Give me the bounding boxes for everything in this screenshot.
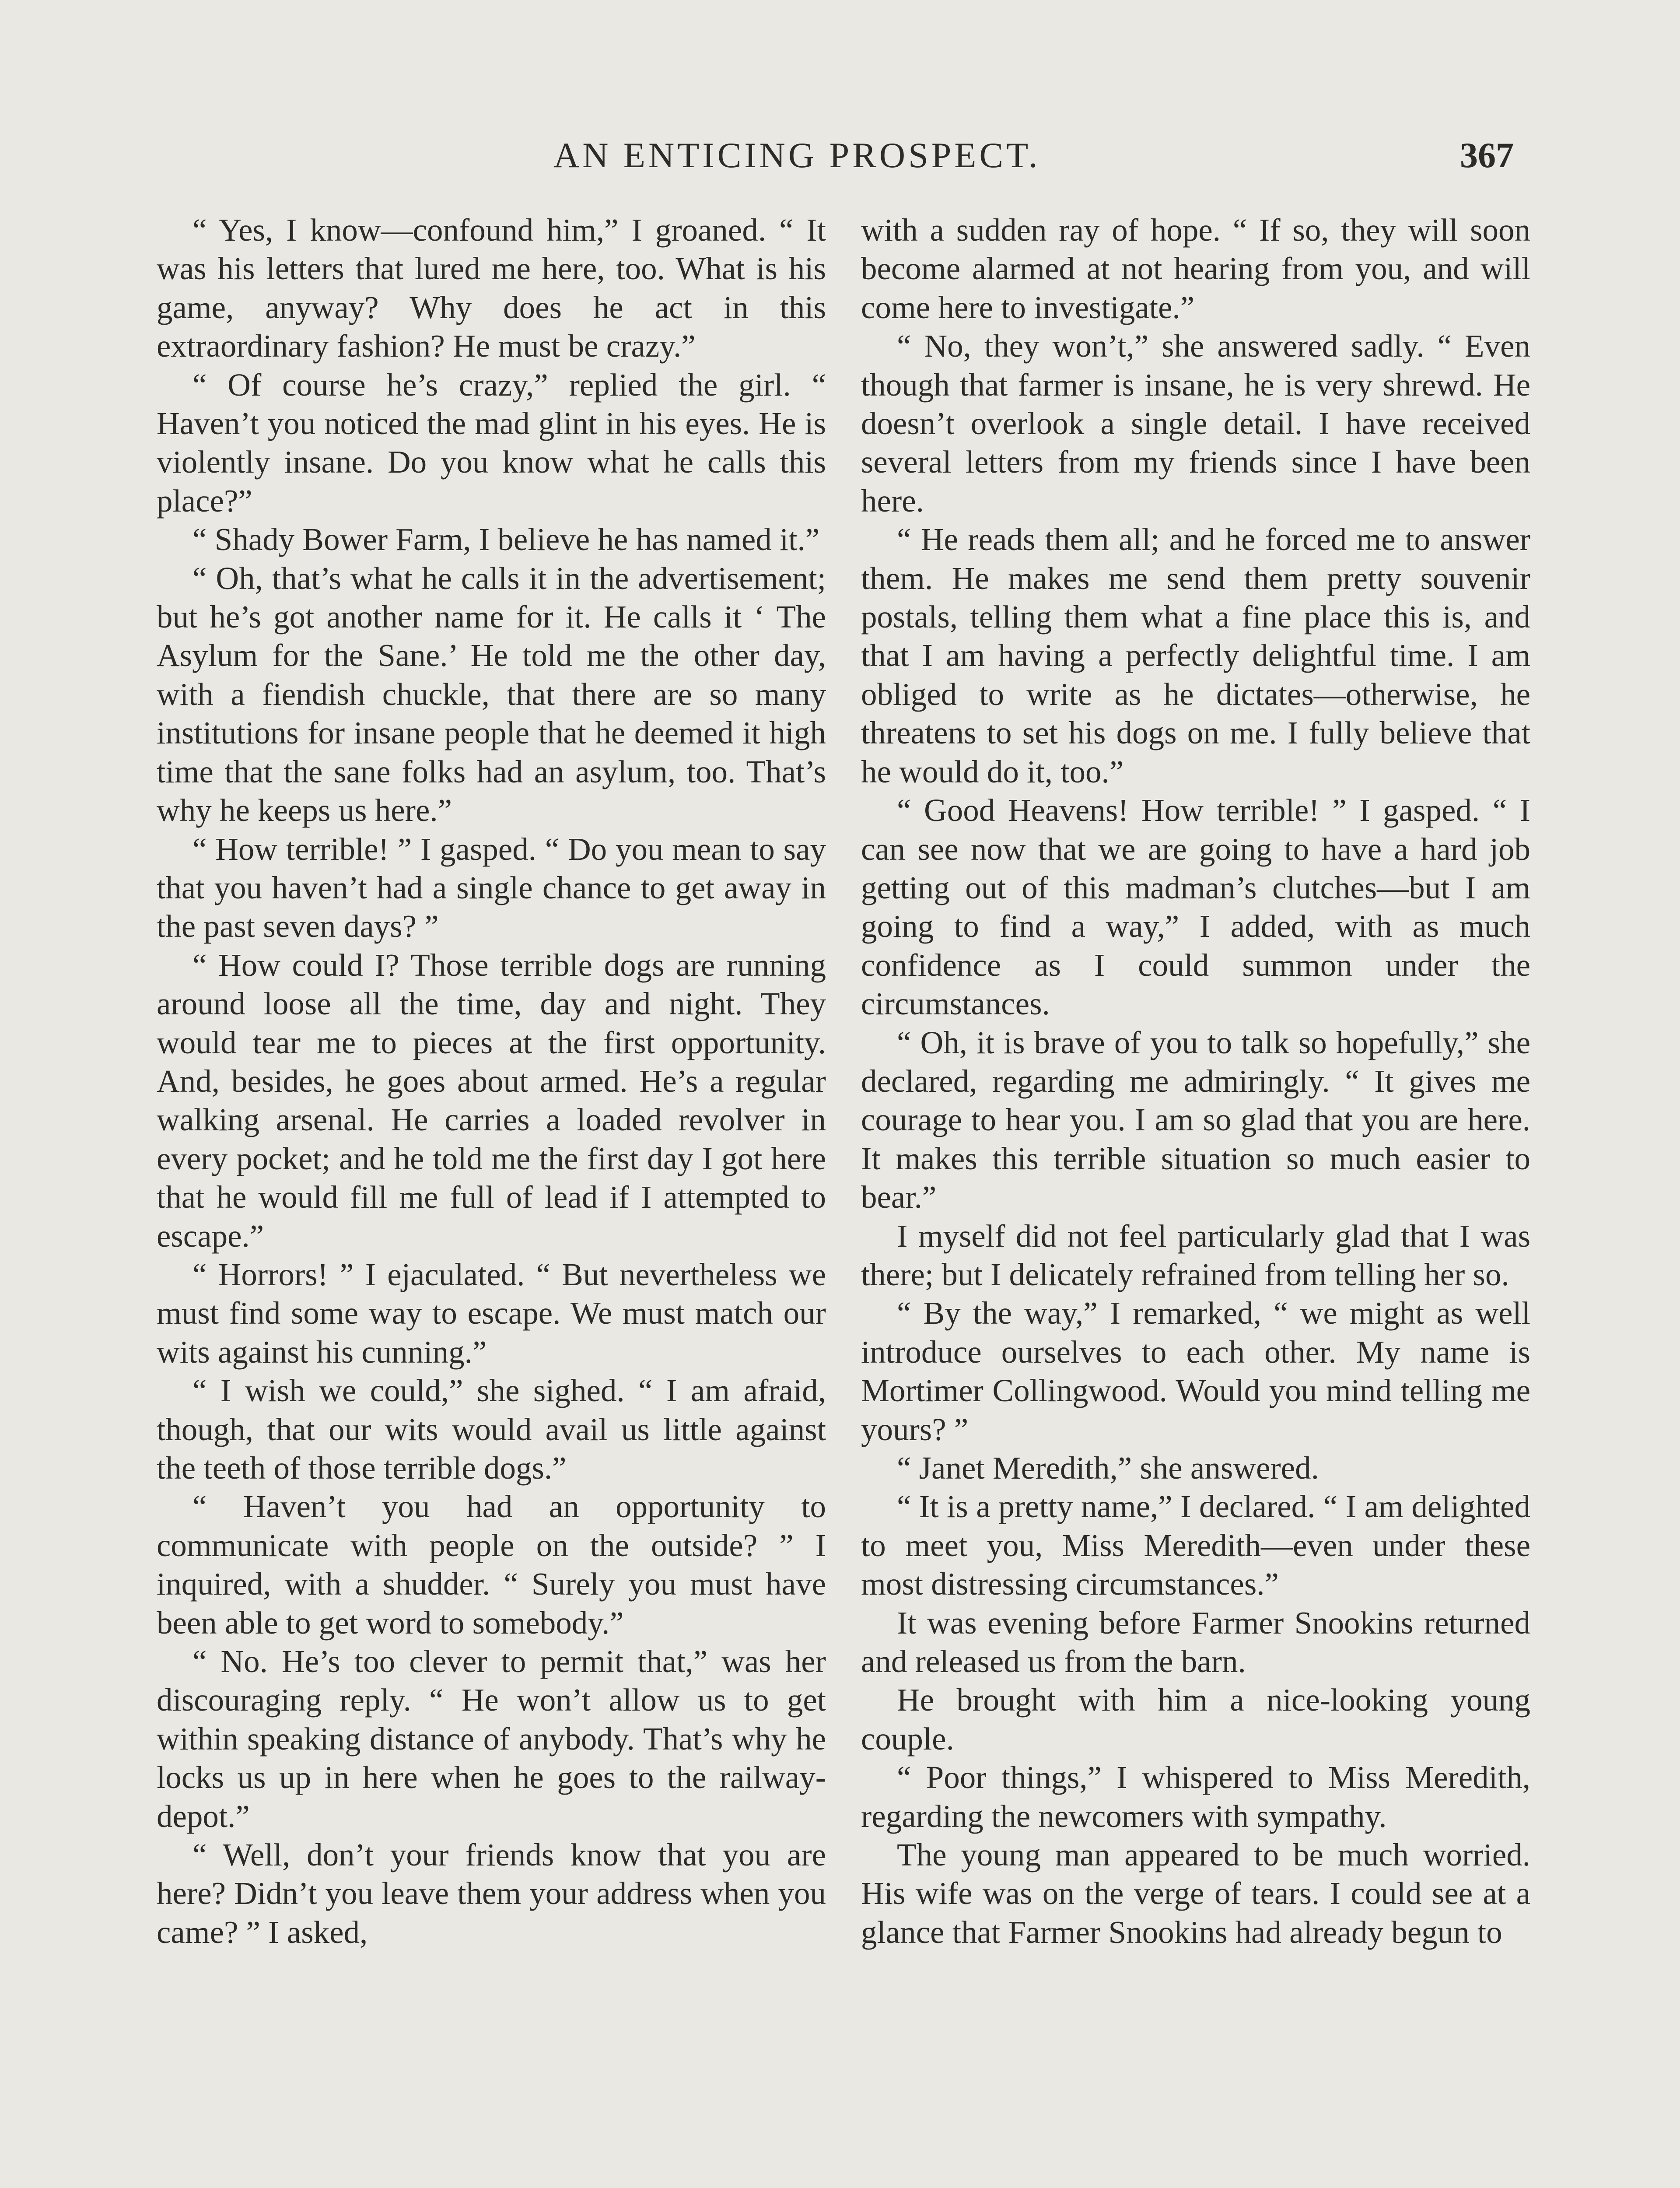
paragraph: “ Oh, it is brave of you to talk so hopefully,” she declared, regarding me admiringly. “ It gives me courage to hear you. I am so glad that you are here. It makes this terrible situation so much easier to bear.” <box>861 1024 1530 1215</box>
paragraph: “ Well, don’t your friends know that you are here? Didn’t you leave them your address when you came? ” I asked, <box>157 1837 826 1950</box>
paragraph: “ Oh, that’s what he calls it in the advertisement; but he’s got another name for it. He calls it ‘ The Asylum for the Sane.’ He told me the other day, with a fiendish chuckle, that there are so many institutions for insane people that he deemed it high time that the sane folks had an asylum, too. That’s why he keeps us here.” <box>157 560 826 828</box>
paragraph: “ He reads them all; and he forced me to answer them. He makes me send them pretty souvenir postals, telling them what a fine place this is, and that I am having a perfectly delightful time. I am obliged to write as he dictates—otherwise, he threatens to set his dogs on me. I fully believe that he would do it, too.” <box>861 522 1530 789</box>
paragraph: “ By the way,” I remarked, “ we might as well introduce ourselves to each other. My name is Mortimer Collingwood. Would you mind telling me yours? ” <box>861 1295 1530 1447</box>
paragraph: The young man appeared to be much worried. His wife was on the verge of tears. I could see at a glance that Farmer Snookins had already begun to <box>861 1837 1530 1950</box>
paragraph: “ How could I? Those terrible dogs are running around loose all the time, day and night. They would tear me to pieces at the first opportunity. And, besides, he goes about armed. He’s a regular walking arsenal. He carries a loaded revolver in every pocket; and he told me the first day I got here that he would fill me full of lead if I attempted to escape.” <box>157 947 826 1254</box>
paragraph: “ How terrible! ” I gasped. “ Do you mean to say that you haven’t had a single chance to get away in the past seven days? ” <box>157 831 826 944</box>
paragraph: “ Poor things,” I whispered to Miss Meredith, regarding the newcomers with sympathy. <box>861 1760 1530 1834</box>
paragraph: “ Shady Bower Farm, I believe he has named it.” <box>192 522 820 558</box>
paragraph: “ I wish we could,” she sighed. “ I am afraid, though, that our wits would avail us little against the teeth of those terrible dogs.” <box>157 1373 826 1486</box>
paragraph: It was evening before Farmer Snookins returned and released us from the barn. <box>861 1605 1530 1680</box>
paragraph-continuation: with a sudden ray of hope. “ If so, they will soon become alarmed at not hearing from you, and will come here to investigate.” <box>861 212 1530 325</box>
paragraph: I myself did not feel particularly glad that I was there; but I delicately refrained from telling her so. <box>861 1218 1530 1292</box>
paragraph: “ Horrors! ” I ejaculated. “ But nevertheless we must find some way to escape. We must match our wits against his cunning.” <box>157 1256 826 1370</box>
paragraph: He brought with him a nice-looking young couple. <box>861 1682 1530 1757</box>
paragraph: “ Yes, I know—confound him,” I groaned. “ It was his letters that lured me here, too. What is his game, anyway? Why does he act in this extraordinary fashion? He must be crazy.” <box>157 212 826 364</box>
paragraph: “ Of course he’s crazy,” replied the girl. “ Haven’t you noticed the mad glint in his eyes. He is violently insane. Do you know what he calls this place?” <box>157 367 826 519</box>
paragraph: “ No, they won’t,” she answered sadly. “ Even though that farmer is insane, he is very shrewd. He doesn’t overlook a single detail. I have received several letters from my friends since I have been here. <box>861 328 1530 519</box>
running-head: AN ENTICING PROSPECT. <box>553 135 1041 175</box>
paragraph: “ Haven’t you had an opportunity to communicate with people on the outside? ” I inquired, with a shudder. “ Surely you must have been able to get word to somebody.” <box>157 1489 826 1641</box>
left-column <box>157 211 826 1952</box>
page-header <box>0 129 1680 182</box>
paragraph: “ Janet Meredith,” she answered. <box>897 1450 1319 1486</box>
paragraph: “ Good Heavens! How terrible! ” I gasped. “ I can see now that we are going to have a hard job getting out of this madman’s clutches—but I am going to find a way,” I added, with as much confidence as I could summon under the circumstances. <box>861 792 1530 1022</box>
paragraph: “ No. He’s too clever to permit that,” was her discouraging reply. “ He won’t allow us to get within speaking distance of anybody. That’s why he locks us up in here when he goes to the railway-depot.” <box>157 1644 826 1834</box>
page-number: 367 <box>1460 135 1514 175</box>
right-column <box>861 211 1530 1952</box>
paragraph: “ It is a pretty name,” I declared. “ I am delighted to meet you, Miss Meredith—even under these most distressing circumstances.” <box>861 1489 1530 1602</box>
